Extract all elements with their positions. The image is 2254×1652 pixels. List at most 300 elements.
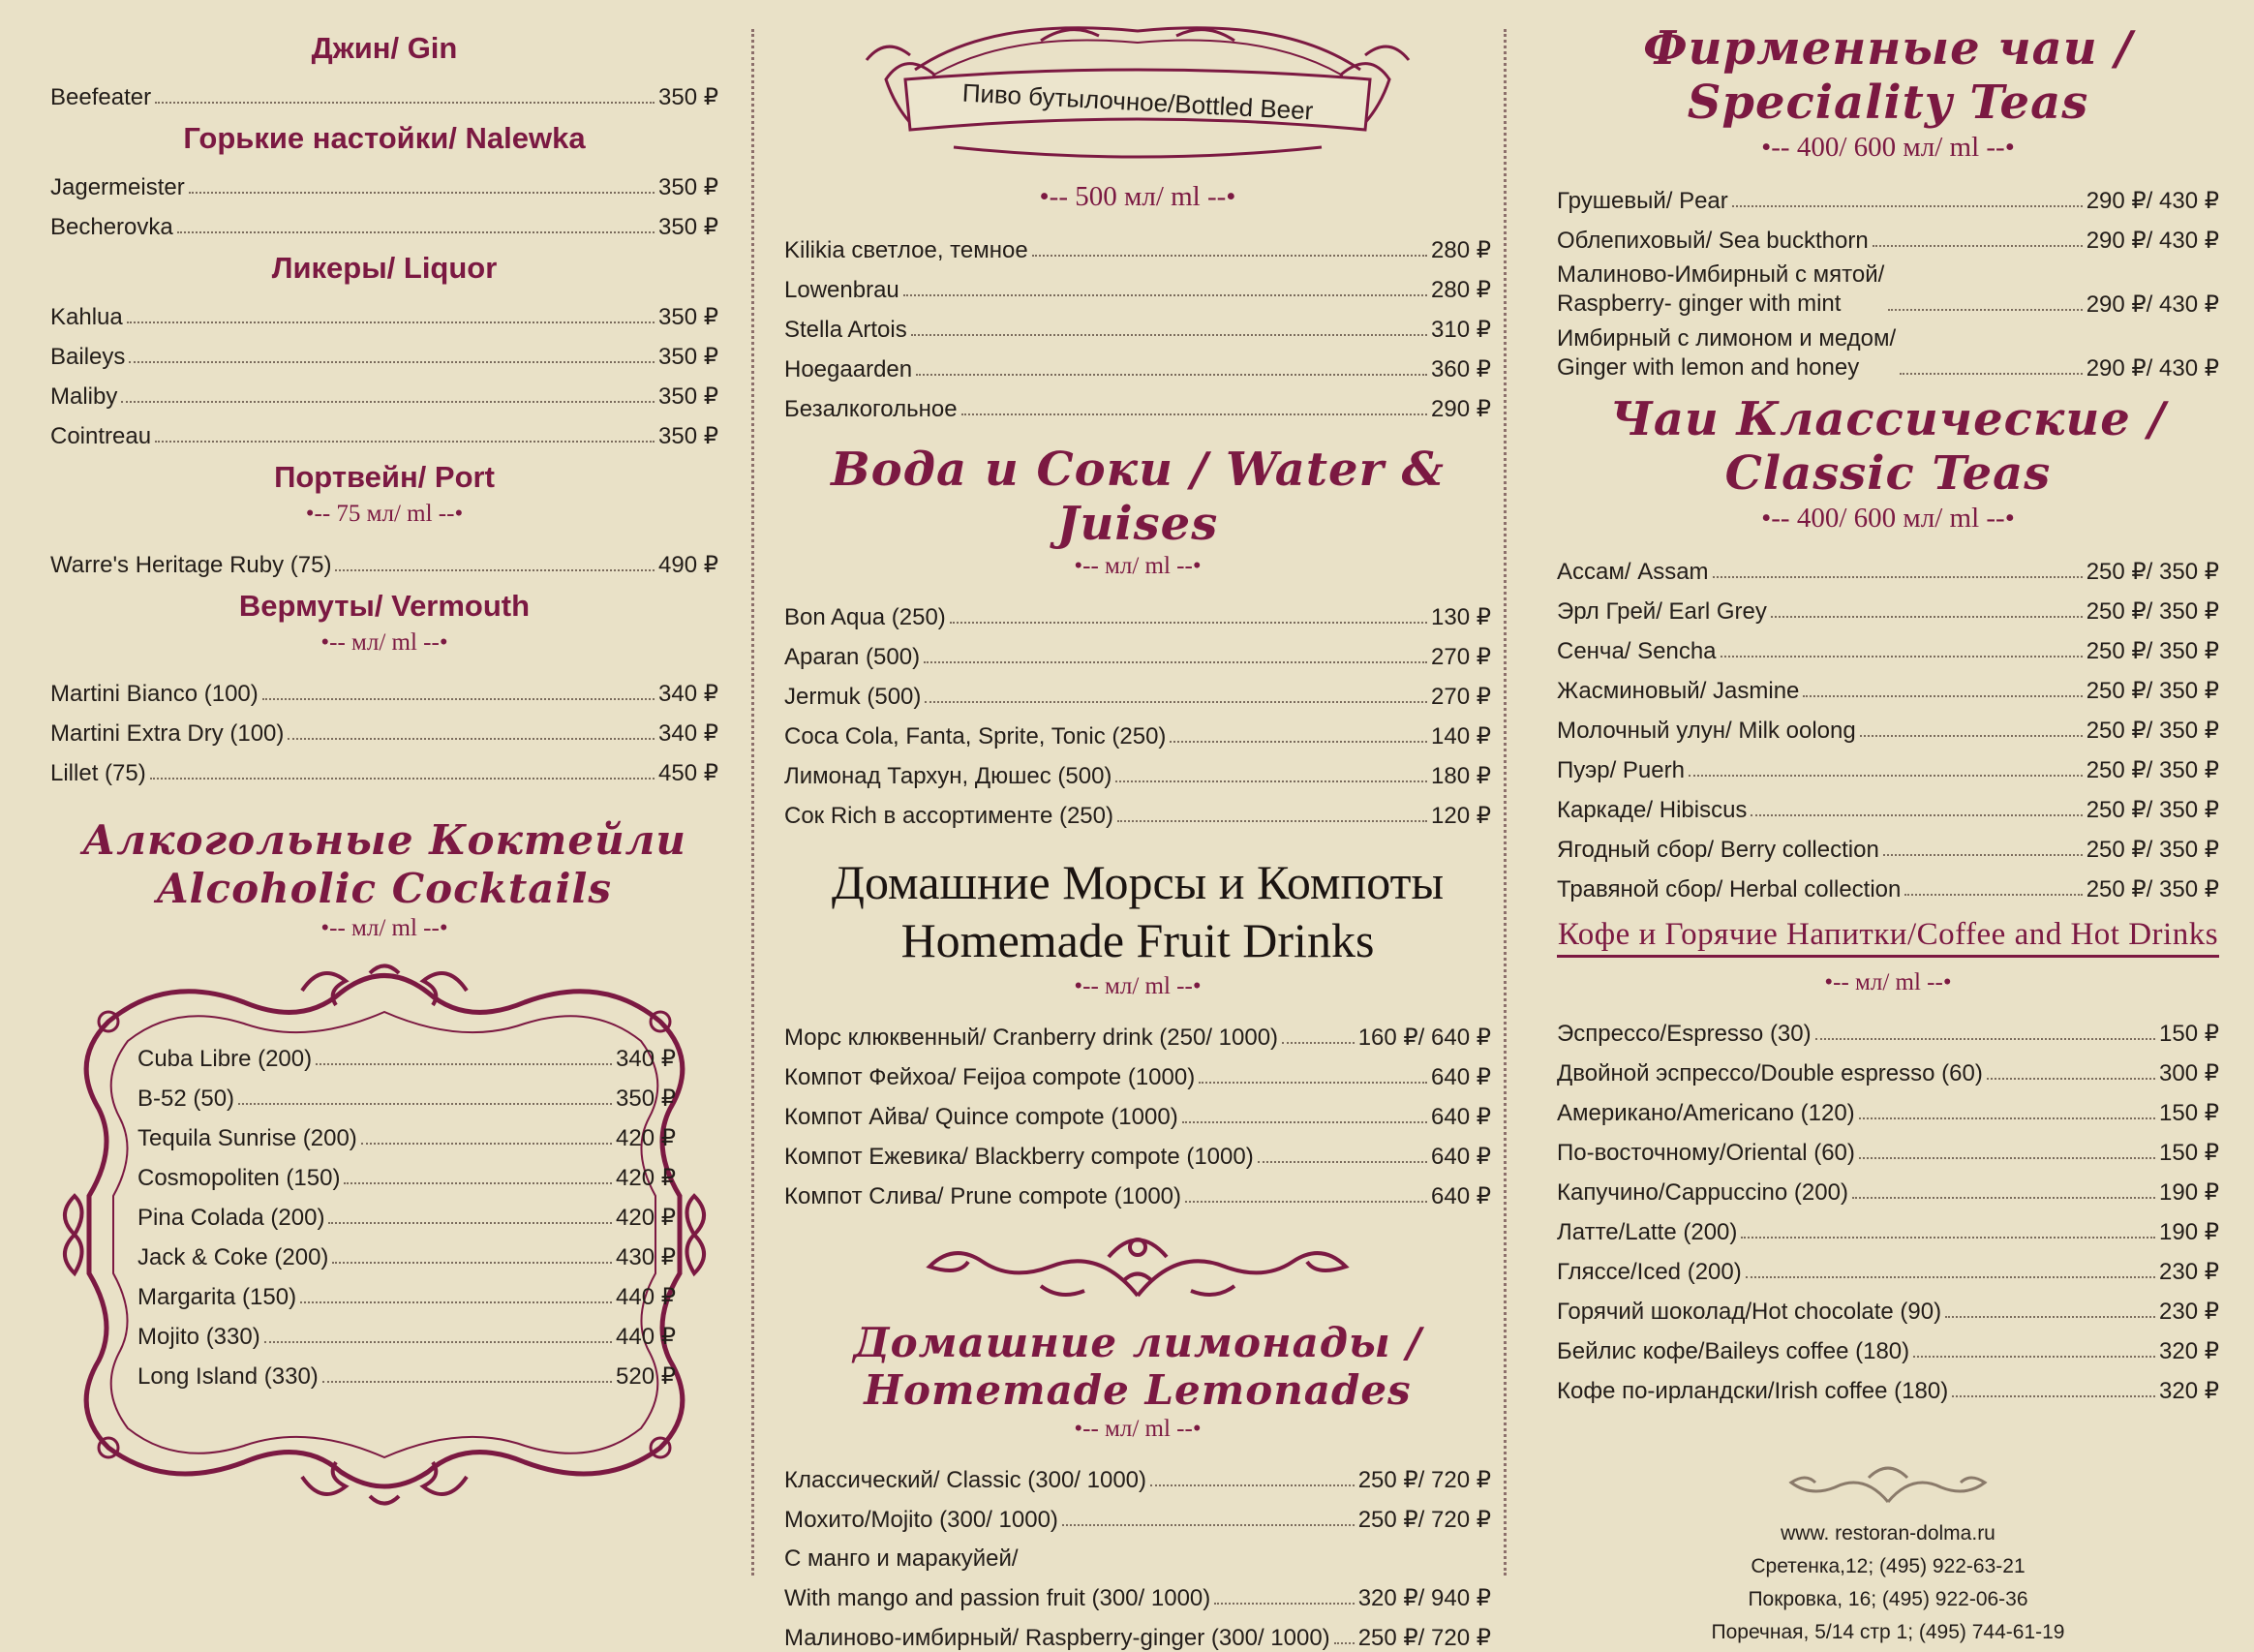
dot-leader <box>1952 1395 2155 1397</box>
dot-leader <box>1803 695 2082 697</box>
item-price: 250 ₽/ 350 ₽ <box>2086 638 2219 664</box>
menu-item <box>50 291 718 331</box>
cocktails-title-en: Alcoholic Cocktails <box>156 865 613 912</box>
item-name-line: Ginger with lemon and honey <box>1557 354 1860 381</box>
fruit-title-ru: Домашние Морсы и Компоты <box>831 855 1445 909</box>
item-name: Long Island (330) <box>137 1363 319 1390</box>
item-price: 250 ₽/ 350 ₽ <box>2086 876 2219 902</box>
dot-leader <box>1689 775 2083 777</box>
item-name: Baileys <box>50 344 126 370</box>
item-name-line: Малиново-Имбирный с мятой/ <box>1557 261 1885 288</box>
website-link[interactable]: www. restoran-dolma.ru <box>1781 1522 1995 1545</box>
item-price: 440 ₽ <box>616 1324 676 1350</box>
measure-vermouth: •-- мл/ ml --• <box>320 629 448 656</box>
item-price: 250 ₽/ 720 ₽ <box>1357 1625 1491 1651</box>
column-left <box>50 21 738 1595</box>
item-name: Maliby <box>50 383 118 410</box>
item-price: 320 ₽ <box>2159 1338 2219 1364</box>
menu-item <box>784 1091 1491 1131</box>
menu-item <box>784 344 1491 383</box>
section-title-lemonades: Домашние лимонады / Homemade Lemonades <box>853 1319 1422 1414</box>
item-name: Aparan (500) <box>784 644 921 670</box>
item-price: 290 ₽/ 430 ₽ <box>2086 228 2219 254</box>
item-name: Горячий шоколад/Hot chocolate (90) <box>1557 1299 1942 1325</box>
item-name: Сенча/ Sencha <box>1557 638 1717 664</box>
item-price: 350 ₽ <box>658 423 718 449</box>
dot-leader <box>1860 735 2083 737</box>
menu-item <box>1557 586 2219 626</box>
dot-leader <box>121 401 655 403</box>
list-beer <box>784 225 1491 423</box>
item-name: Кофе по-ирландски/Irish coffee (180) <box>1557 1378 1949 1404</box>
list-classic-teas <box>1557 546 2219 903</box>
item-price: 350 ₽ <box>658 383 718 410</box>
menu-item <box>137 1311 676 1351</box>
menu-item <box>137 1271 676 1311</box>
dot-leader <box>155 102 655 104</box>
item-price: 420 ₽ <box>616 1165 676 1191</box>
item-name: Kilikia светлое, темное <box>784 237 1028 263</box>
menu-item <box>1557 1207 2219 1246</box>
item-price: 340 ₽ <box>658 681 718 707</box>
item-name: Капучино/Cappuccino (200) <box>1557 1179 1848 1206</box>
menu-item <box>784 1052 1491 1091</box>
menu-item <box>784 1454 1491 1494</box>
dot-leader <box>332 1262 612 1264</box>
menu-item <box>1557 1087 2219 1127</box>
item-price: 130 ₽ <box>1431 604 1491 630</box>
list-lemonades <box>784 1454 1491 1534</box>
item-price: 640 ₽ <box>1431 1104 1491 1130</box>
dot-leader <box>950 622 1427 624</box>
item-price: 250 ₽/ 350 ₽ <box>2086 559 2219 585</box>
item-price: 360 ₽ <box>1431 356 1491 382</box>
contacts <box>1557 1517 2219 1649</box>
item-price: 430 ₽ <box>616 1244 676 1270</box>
list-liquor <box>50 291 718 450</box>
item-price: 290 ₽ <box>1431 396 1491 422</box>
item-price: 640 ₽ <box>1431 1183 1491 1209</box>
list-port <box>50 539 718 579</box>
item-name: Martini Extra Dry (100) <box>50 720 285 747</box>
measure-beer: •-- 500 мл/ ml --• <box>1039 181 1236 212</box>
item-price: 250 ₽/ 350 ₽ <box>2086 797 2219 823</box>
dot-leader <box>903 294 1427 296</box>
menu-item <box>50 668 718 708</box>
menu-item <box>1557 319 2219 382</box>
dot-leader <box>1852 1197 2155 1199</box>
item-name: Гляссе/Iced (200) <box>1557 1259 1742 1285</box>
menu-item <box>1557 1326 2219 1365</box>
menu-item <box>1557 1286 2219 1326</box>
menu-item <box>784 1012 1491 1052</box>
item-name-line: Raspberry- ginger with mint <box>1557 291 1842 317</box>
dot-leader <box>1150 1484 1355 1486</box>
item-name: Лимонад Тархун, Дюшес (500) <box>784 763 1112 789</box>
dot-leader <box>1751 814 2082 816</box>
item-name: Эрл Грей/ Earl Grey <box>1557 598 1767 625</box>
measure-special-teas: •-- 400/ 600 мл/ ml --• <box>1761 132 2015 163</box>
menu-item <box>1557 705 2219 745</box>
menu-item <box>50 539 718 579</box>
dot-leader <box>1771 616 2083 618</box>
item-price: 250 ₽/ 720 ₽ <box>1357 1467 1491 1493</box>
menu-item <box>1557 824 2219 864</box>
menu-item <box>137 1192 676 1232</box>
menu-item <box>137 1232 676 1271</box>
item-price: 320 ₽ <box>2159 1378 2219 1404</box>
menu-item <box>784 1131 1491 1171</box>
item-name: Компот Фейхоа/ Feijoa compote (1000) <box>784 1064 1196 1090</box>
item-price: 340 ₽ <box>658 720 718 747</box>
menu-item <box>784 790 1491 830</box>
dot-leader <box>344 1182 612 1184</box>
item-price: 290 ₽/ 430 ₽ <box>2086 355 2219 382</box>
dot-leader <box>1214 1603 1354 1605</box>
menu-item <box>50 748 718 787</box>
section-title-special-teas: Фирменные чаи / Speciality Teas <box>1643 21 2133 130</box>
item-name: Ассам/ Assam <box>1557 559 1709 585</box>
menu-item <box>1557 784 2219 824</box>
dot-leader <box>189 192 655 194</box>
fruit-title-en: Homemade Fruit Drinks <box>900 913 1375 967</box>
list-cocktails <box>137 1033 676 1391</box>
item-price: 340 ₽ <box>616 1046 676 1072</box>
item-name: Бейлис кофе/Baileys coffee (180) <box>1557 1338 1910 1364</box>
item-name: Tequila Sunrise (200) <box>137 1125 357 1151</box>
item-name: With mango and passion fruit (300/ 1000) <box>784 1585 1211 1611</box>
item-price: 320 ₽/ 940 ₽ <box>1357 1585 1491 1611</box>
measure-coffee: •-- мл/ ml --• <box>1824 969 1952 995</box>
section-title-nalewka: Горькие настойки/ Nalewka <box>183 121 586 155</box>
ornament-icon <box>915 1228 1360 1315</box>
item-name: Martini Bianco (100) <box>50 681 259 707</box>
menu-item <box>784 671 1491 711</box>
item-price: 250 ₽/ 350 ₽ <box>2086 678 2219 704</box>
section-title-gin: Джин/ Gin <box>311 31 458 65</box>
item-name: Пуэр/ Puerh <box>1557 757 1685 783</box>
dot-leader <box>925 701 1427 703</box>
item-price: 180 ₽ <box>1431 763 1491 789</box>
item-price: 150 ₽ <box>2159 1100 2219 1126</box>
item-name: Cointreau <box>50 423 152 449</box>
item-name: Грушевый/ Pear <box>1557 188 1728 214</box>
item-price: 310 ₽ <box>1431 317 1491 343</box>
item-name: Warre's Heritage Ruby (75) <box>50 552 332 578</box>
cocktails-title-ru: Алкогольные Коктейли <box>82 816 686 864</box>
dot-leader <box>924 661 1427 663</box>
item-price: 520 ₽ <box>616 1363 676 1390</box>
menu-item <box>1557 1246 2219 1286</box>
list-lemonades-2 <box>784 1573 1491 1652</box>
ornament-small-icon <box>1772 1463 2004 1512</box>
item-price: 280 ₽ <box>1431 237 1491 263</box>
dot-leader <box>155 441 655 443</box>
dot-leader <box>1987 1078 2155 1080</box>
item-price: 440 ₽ <box>616 1284 676 1310</box>
dot-leader <box>1904 894 2082 896</box>
item-price: 250 ₽/ 350 ₽ <box>2086 757 2219 783</box>
dot-leader <box>129 361 655 363</box>
list-coffee <box>1557 1008 2219 1405</box>
menu-item <box>784 750 1491 790</box>
item-name: Ягодный сбор/ Berry collection <box>1557 837 1879 863</box>
item-name: B-52 (50) <box>137 1086 235 1112</box>
menu-item <box>1557 864 2219 903</box>
menu-item <box>137 1152 676 1192</box>
item-name: Jagermeister <box>50 174 185 200</box>
dot-leader <box>1913 1356 2155 1358</box>
dot-leader <box>1888 309 2082 311</box>
menu-item <box>784 304 1491 344</box>
item-price: 290 ₽/ 430 ₽ <box>2086 291 2219 318</box>
item-name: Becherovka <box>50 214 173 240</box>
item-price: 350 ₽ <box>658 174 718 200</box>
dot-leader <box>1741 1237 2155 1239</box>
item-name: Мохито/Mojito (300/ 1000) <box>784 1507 1058 1533</box>
menu-item <box>1557 215 2219 255</box>
item-price: 250 ₽/ 350 ₽ <box>2086 718 2219 744</box>
menu-item <box>784 1612 1491 1652</box>
item-price: 250 ₽/ 350 ₽ <box>2086 837 2219 863</box>
menu-item <box>50 411 718 450</box>
item-price: 350 ₽ <box>658 344 718 370</box>
menu-item <box>137 1351 676 1391</box>
item-name <box>1557 260 1884 319</box>
beer-title: Пиво бутылочное/Bottled Beer <box>961 77 1315 126</box>
menu-item <box>1557 175 2219 215</box>
item-name: Классический/ Classic (300/ 1000) <box>784 1467 1147 1493</box>
menu-item <box>1557 665 2219 705</box>
dot-leader <box>177 231 655 233</box>
item-name: Mojito (330) <box>137 1324 260 1350</box>
list-vermouth <box>50 668 718 787</box>
menu-item <box>1557 626 2219 665</box>
dot-leader <box>316 1063 612 1065</box>
section-title-coffee: Кофе и Горячие Напитки/Coffee and Hot Drinks <box>1557 917 2219 958</box>
item-name: Pina Colada (200) <box>137 1205 325 1231</box>
menu-item <box>1557 1008 2219 1048</box>
item-name: Cuba Libre (200) <box>137 1046 313 1072</box>
menu-item <box>50 72 718 111</box>
dot-leader <box>1883 854 2083 856</box>
dot-leader <box>238 1103 612 1105</box>
menu-item <box>137 1033 676 1073</box>
menu-item <box>784 631 1491 671</box>
item-price: 140 ₽ <box>1431 723 1491 750</box>
menu-item <box>50 371 718 411</box>
menu-item <box>137 1073 676 1113</box>
dot-leader <box>1945 1316 2155 1318</box>
banner-scroll-icon <box>847 21 1428 167</box>
column-right <box>1508 21 2219 1643</box>
menu-item <box>50 708 718 748</box>
item-price: 350 ₽ <box>658 214 718 240</box>
dot-leader <box>335 569 655 571</box>
item-price: 230 ₽ <box>2159 1259 2219 1285</box>
item-name-line: Имбирный с лимоном и медом/ <box>1557 325 1897 352</box>
item-price: 350 ₽ <box>658 304 718 330</box>
item-name: Stella Artois <box>784 317 907 343</box>
menu-item <box>784 592 1491 631</box>
item-price: 350 ₽ <box>658 84 718 110</box>
menu-item <box>1557 745 2219 784</box>
item-name: Эспрессо/Espresso (30) <box>1557 1021 1812 1047</box>
item-price: 420 ₽ <box>616 1125 676 1151</box>
dot-leader <box>361 1143 612 1145</box>
dot-leader <box>1859 1157 2155 1159</box>
item-name: Kahlua <box>50 304 123 330</box>
measure-water: •-- мл/ ml --• <box>1074 553 1202 579</box>
menu-item <box>50 201 718 241</box>
dot-leader <box>961 413 1427 415</box>
item-price: 250 ₽/ 350 ₽ <box>2086 598 2219 625</box>
section-title-cocktails <box>50 816 718 913</box>
dot-leader <box>1859 1117 2155 1119</box>
item-name: Jermuk (500) <box>784 684 922 710</box>
dot-leader <box>1873 245 2083 247</box>
item-price: 160 ₽/ 640 ₽ <box>1357 1025 1491 1051</box>
menu-item <box>784 1494 1491 1534</box>
item-price: 640 ₽ <box>1431 1064 1491 1090</box>
item-name: Bon Aqua (250) <box>784 604 946 630</box>
dot-leader <box>1258 1161 1427 1163</box>
menu-item <box>137 1113 676 1152</box>
list-nalewka <box>50 162 718 241</box>
item-price: 150 ₽ <box>2159 1140 2219 1166</box>
item-price: 350 ₽ <box>616 1086 676 1112</box>
measure-fruit: •-- мл/ ml --• <box>1074 973 1202 999</box>
dot-leader <box>1900 373 2083 375</box>
item-name: Beefeater <box>50 84 152 110</box>
dot-leader <box>1721 656 2083 658</box>
item-price: 250 ₽/ 720 ₽ <box>1357 1507 1491 1533</box>
dot-leader <box>328 1222 612 1224</box>
item-name: Безалкогольное <box>784 396 958 422</box>
list-water <box>784 592 1491 830</box>
column-middle <box>738 21 1508 1651</box>
dot-leader <box>1334 1642 1355 1644</box>
menu-item <box>1557 546 2219 586</box>
dot-leader <box>1185 1201 1427 1203</box>
dot-leader <box>1732 205 2083 207</box>
dot-leader <box>262 698 655 700</box>
dot-leader <box>1032 255 1427 257</box>
item-name: Margarita (150) <box>137 1284 297 1310</box>
measure-classic-teas: •-- 400/ 600 мл/ ml --• <box>1761 503 2015 534</box>
list-special-teas-tall <box>1557 255 2219 382</box>
dot-leader <box>322 1381 612 1383</box>
menu-item <box>784 711 1491 750</box>
item-name: Малиново-имбирный/ Raspberry-ginger (300/ 1000) <box>784 1625 1330 1651</box>
item-name: Сок Rich в ассортименте (250) <box>784 803 1113 829</box>
menu-item <box>1557 255 2219 319</box>
measure-cocktails: •-- мл/ ml --• <box>320 915 448 941</box>
dot-leader <box>1062 1524 1355 1526</box>
dot-leader <box>1815 1038 2155 1040</box>
item-name: Молочный улун/ Milk oolong <box>1557 718 1856 744</box>
section-title-liquor: Ликеры/ Liquor <box>271 251 498 285</box>
dot-leader <box>1115 780 1427 782</box>
dot-leader <box>1182 1121 1427 1123</box>
item-name <box>1557 324 1896 382</box>
address-line: Покровка, 16; (495) 922-06-36 <box>1748 1588 2028 1610</box>
address-line: Поречная, 5/14 стр 1; (495) 744-61-19 <box>1711 1621 2065 1643</box>
item-price: 150 ₽ <box>2159 1021 2219 1047</box>
dot-leader <box>127 321 655 323</box>
menu-item <box>784 383 1491 423</box>
item-name: Hoegaarden <box>784 356 913 382</box>
dot-leader <box>1746 1276 2155 1278</box>
item-name: Lowenbrau <box>784 277 899 303</box>
item-price: 280 ₽ <box>1431 277 1491 303</box>
item-name: Облепиховый/ Sea buckthorn <box>1557 228 1869 254</box>
menu-item <box>784 1171 1491 1210</box>
item-price: 230 ₽ <box>2159 1299 2219 1325</box>
section-title-water: Вода и Соки / Water & Juises <box>831 443 1445 551</box>
section-title-fruit <box>784 853 1491 969</box>
item-price: 270 ₽ <box>1431 644 1491 670</box>
item-name: Двойной эспрессо/Double espresso (60) <box>1557 1060 1983 1086</box>
item-price: 420 ₽ <box>616 1205 676 1231</box>
item-price: 640 ₽ <box>1431 1144 1491 1170</box>
item-price: 490 ₽ <box>658 552 718 578</box>
item-name: Латте/Latte (200) <box>1557 1219 1738 1245</box>
menu-item <box>1557 1365 2219 1405</box>
dot-leader <box>1170 741 1427 743</box>
dot-leader <box>1282 1042 1355 1044</box>
dot-leader <box>1199 1082 1427 1084</box>
measure-lemonades: •-- мл/ ml --• <box>1074 1416 1202 1442</box>
dot-leader <box>288 738 655 740</box>
item-price: 270 ₽ <box>1431 684 1491 710</box>
item-name: Компот Слива/ Prune compote (1000) <box>784 1183 1182 1209</box>
item-price: 120 ₽ <box>1431 803 1491 829</box>
item-name: Компот Ежевика/ Blackberry compote (1000) <box>784 1144 1254 1170</box>
section-title-classic-teas: Чаи Классические / Classic Teas <box>1609 392 2167 501</box>
menu-item <box>1557 1167 2219 1207</box>
item-name: Каркаде/ Hibiscus <box>1557 797 1748 823</box>
dot-leader <box>1713 576 2083 578</box>
list-fruit <box>784 1012 1491 1210</box>
item-name: Жасминовый/ Jasmine <box>1557 678 1800 704</box>
menu-item <box>1557 1048 2219 1087</box>
address-line: Сретенка,12; (495) 922-63-21 <box>1751 1555 2026 1577</box>
item-name: Компот Айва/ Quince compote (1000) <box>784 1104 1178 1130</box>
section-title-vermouth: Вермуты/ Vermouth <box>238 589 531 623</box>
menu-item <box>784 264 1491 304</box>
item-name: Cosmopoliten (150) <box>137 1165 341 1191</box>
menu-item <box>784 225 1491 264</box>
item-name: По-восточному/Oriental (60) <box>1557 1140 1855 1166</box>
item-name: Морс клюквенный/ Cranberry drink (250/ 1000) <box>784 1025 1279 1051</box>
item-price: 450 ₽ <box>658 760 718 786</box>
dot-leader <box>150 778 655 780</box>
dot-leader <box>1117 820 1427 822</box>
item-price: 190 ₽ <box>2159 1219 2219 1245</box>
dot-leader <box>300 1301 612 1303</box>
item-price: 190 ₽ <box>2159 1179 2219 1206</box>
item-price: 300 ₽ <box>2159 1060 2219 1086</box>
item-price: 290 ₽/ 430 ₽ <box>2086 188 2219 214</box>
menu-item <box>1557 1127 2219 1167</box>
lemonade-note: С манго и маракуйей/ <box>784 1545 1019 1572</box>
menu-item <box>784 1573 1491 1612</box>
section-title-port: Портвейн/ Port <box>274 460 495 494</box>
item-name: Jack & Coke (200) <box>137 1244 329 1270</box>
item-name: Американо/Americano (120) <box>1557 1100 1855 1126</box>
dot-leader <box>916 374 1427 376</box>
